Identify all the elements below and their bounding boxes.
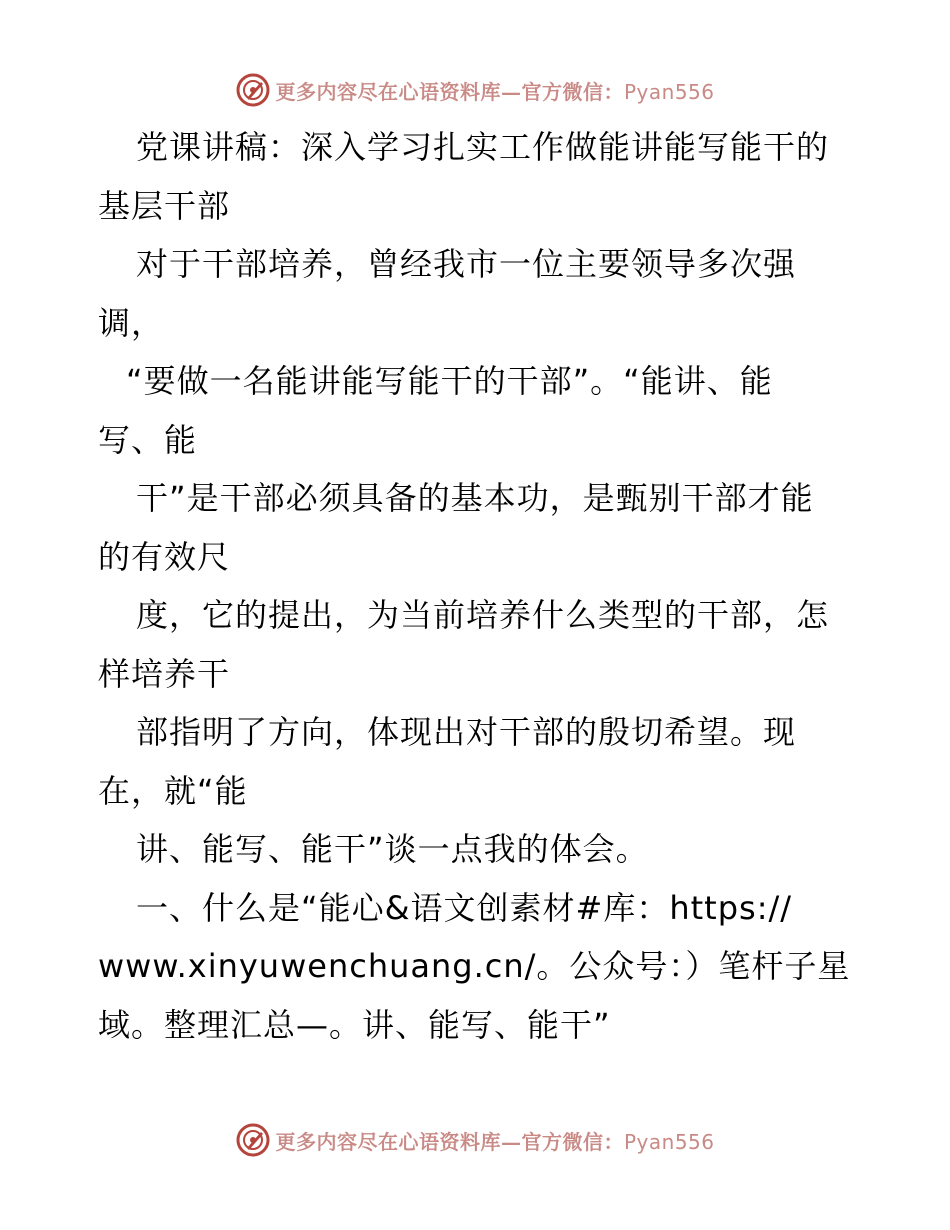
doc-line-title-1: 党课讲稿：深入学习扎实工作做能讲能写能干的: [136, 128, 830, 166]
doc-line: 讲、能写、能干”谈一点我的体会。: [136, 830, 649, 868]
banner-wechat-handle: Pyan556: [623, 79, 715, 104]
doc-line: 干”是干部必须具备的基本功，是甄别干部才能: [136, 479, 814, 517]
banner-text: [275, 76, 714, 105]
doc-line: 度，它的提出，为当前培养什么类型的干部，怎: [136, 596, 830, 634]
doc-line: 一、什么是“能心&语文创素材#库：https://: [136, 888, 793, 927]
brand-logo-icon: [235, 72, 271, 108]
banner-text: [275, 1126, 714, 1155]
doc-line: www.xinyuwenchuang.cn/。公众号：）笔杆子星: [98, 947, 851, 985]
doc-line: 对于干部培养，曾经我市一位主要领导多次强: [136, 245, 797, 283]
brand-logo-icon: [235, 1122, 271, 1158]
banner-label: 更多内容尽在心语资料库—官方微信：: [275, 1129, 624, 1154]
doc-line: 域。整理汇总—。讲、能写、能干”: [98, 1005, 611, 1044]
doc-line: 样培养干: [98, 654, 231, 693]
doc-line: 写、能: [98, 420, 198, 459]
banner-label: 更多内容尽在心语资料库—官方微信：: [275, 79, 624, 104]
footer-watermark-banner: [0, 1120, 950, 1160]
doc-line: 部指明了方向，体现出对干部的殷切希望。现: [136, 713, 797, 751]
banner-wechat-handle: Pyan556: [623, 1129, 715, 1154]
doc-line: 调，: [98, 303, 165, 342]
doc-line: “要做一名能讲能写能干的干部”。“能讲、能: [126, 362, 773, 400]
doc-line: 在，就“能: [98, 771, 248, 810]
document-body: [98, 118, 858, 1054]
doc-line: 的有效尺: [98, 537, 231, 576]
header-watermark-banner: [0, 70, 950, 110]
doc-line-title-2: 基层干部: [98, 186, 231, 225]
